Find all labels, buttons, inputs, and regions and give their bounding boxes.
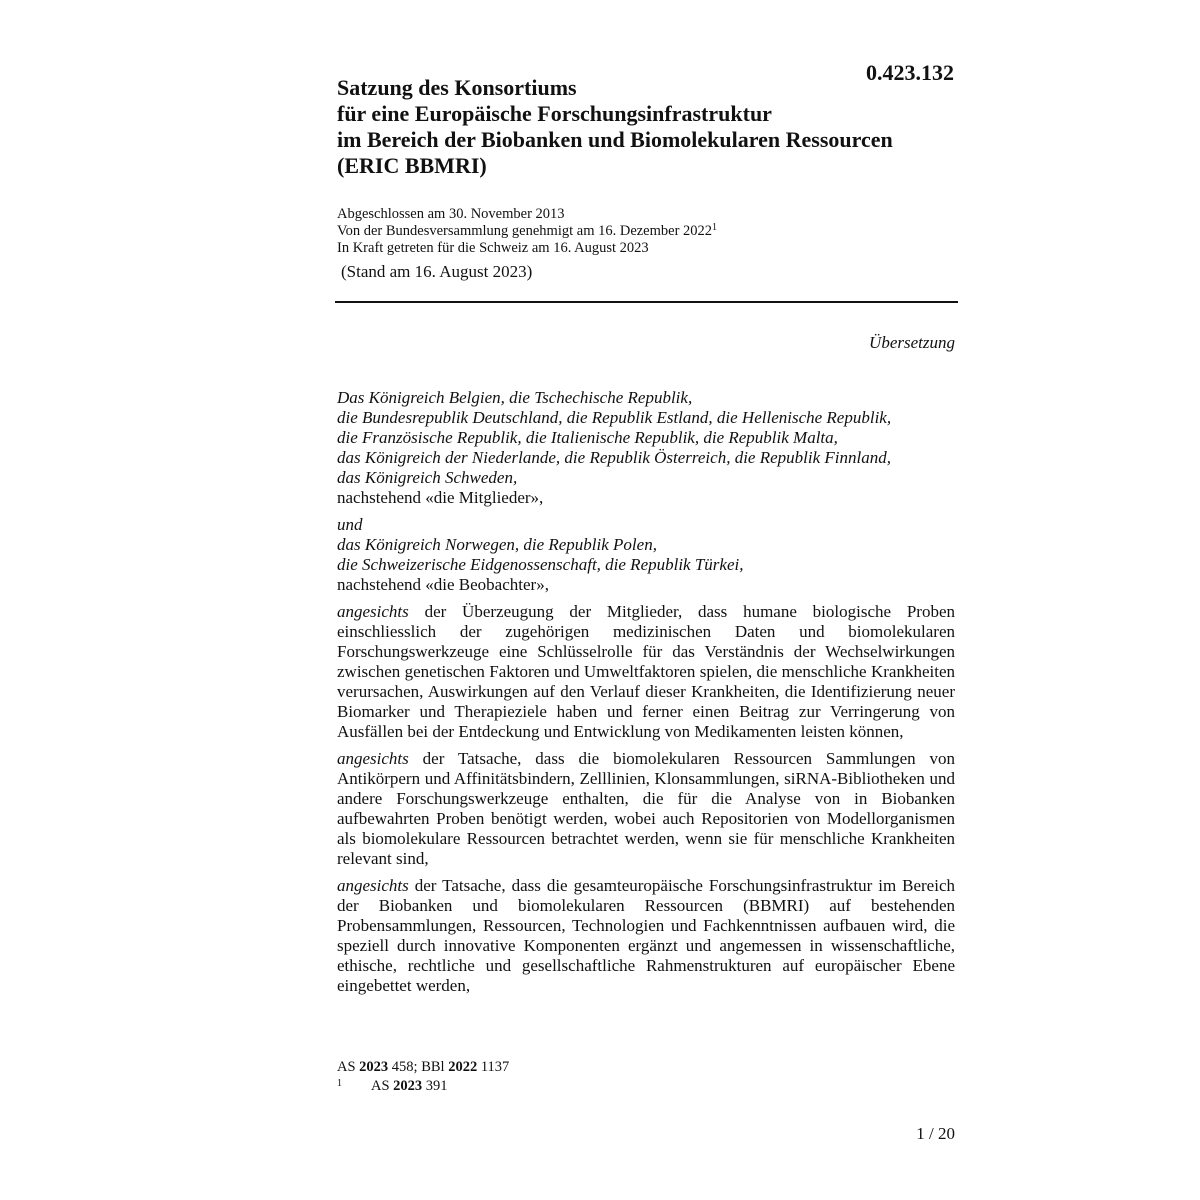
- source-reference: [337, 1058, 957, 1077]
- title-line: im Bereich der Biobanken und Biomolekularen Ressourcen: [337, 127, 893, 152]
- observer-line: das Königreich Norwegen, die Republik Polen,: [337, 535, 657, 554]
- recital-paragraph: [337, 602, 955, 742]
- bbl-page: 1137: [477, 1059, 510, 1075]
- approval-date: [337, 223, 957, 240]
- document-body: [337, 388, 955, 1003]
- members-block: [337, 388, 955, 508]
- observers-suffix: nachstehend «die Beobachter»,: [337, 575, 549, 594]
- recital-text: der Tatsache, dass die gesamteuropäische Forschungsinfrastruktur im Bereich der Biobanken und biomolekularen Ressourcen (BBMRI) auf bestehenden Probensammlungen, Ressourcen, Technologien und Fachkenntnissen aufbauen wird, die speziell durch innovative Komponenten ergänzt und angemessen in wissenschaftliche, ethische, rechtliche und gesellschaftliche Rahmenstrukturen auf europäischer Ebene eingebettet werden,: [337, 876, 955, 995]
- fn-as-prefix: AS: [371, 1078, 394, 1094]
- recital-lead: angesichts: [337, 602, 409, 621]
- fn-as-page: 391: [422, 1078, 448, 1094]
- as-year: 2023: [359, 1059, 389, 1075]
- fn-as-year: 2023: [393, 1078, 423, 1094]
- as-page: 458; BBl: [388, 1059, 449, 1075]
- footnote-ref-link[interactable]: 1: [712, 222, 718, 233]
- header-divider: [335, 301, 958, 303]
- observers-block: [337, 515, 955, 595]
- footnote-text: [371, 1077, 448, 1096]
- member-line: die Bundesrepublik Deutschland, die Republik Estland, die Hellenische Republik,: [337, 408, 892, 427]
- status-date: (Stand am 16. August 2023): [341, 262, 533, 281]
- recital-text: der Tatsache, dass die biomolekularen Ressourcen Sammlungen von Antikörpern und Affinitätsbindern, Zelllinien, Klonsammlungen, siRNA-Bibliotheken und andere Forschungswerkzeuge enthalten, die für die Analyse von in Biobanken aufbewahrten Proben benötigt werden, wobei auch Repositorien von Modellorganismen als biomolekulare Ressourcen betrachtet werden, wenn sie für menschliche Krankheiten relevant sind,: [337, 749, 955, 868]
- translation-label: Übersetzung: [869, 333, 955, 352]
- and-word: und: [337, 515, 363, 534]
- recital-paragraph: [337, 876, 955, 996]
- title-line: für eine Europäische Forschungsinfrastruktur: [337, 101, 772, 126]
- member-line: das Königreich der Niederlande, die Republik Österreich, die Republik Finnland,: [337, 448, 891, 467]
- member-line: die Französische Republik, die Italienische Republik, die Republik Malta,: [337, 428, 838, 447]
- sr-number: 0.423.132: [866, 60, 954, 85]
- document-metadata: [337, 206, 957, 257]
- recital-lead: angesichts: [337, 876, 409, 895]
- approval-text: Von der Bundesversammlung genehmigt am 16. Dezember 2022: [337, 223, 713, 239]
- members-suffix: nachstehend «die Mitglieder»,: [337, 488, 544, 507]
- concluded-date: Abgeschlossen am 30. November 2013: [337, 206, 565, 222]
- recital-paragraph: [337, 749, 955, 869]
- bbl-year: 2022: [448, 1059, 478, 1075]
- footnote-mark: 1: [337, 1078, 342, 1089]
- page-number: 1 / 20: [916, 1124, 955, 1143]
- title-line: Satzung des Konsortiums: [337, 75, 577, 100]
- footnotes: [337, 1058, 957, 1096]
- in-force-date: In Kraft getreten für die Schweiz am 16. August 2023: [337, 240, 649, 256]
- footnote-1: [337, 1077, 957, 1096]
- recital-text: der Überzeugung der Mitglieder, dass humane biologische Proben einschliesslich der zugehörigen medizinischen Daten und biomolekularen Forschungswerkzeuge eine Schlüsselrolle für das Verständnis der Wechselwirkungen zwischen genetischen Faktoren und Umweltfaktoren spielen, die menschliche Krankheiten verursachen, Auswirkungen auf den Verlauf dieser Krankheiten, die Identifizierung neuer Biomarker und Therapieziele haben und ferner einen Beitrag zur Verringerung von Ausfällen bei der Entdeckung und Entwicklung von Medikamenten leisten können,: [337, 602, 955, 741]
- member-line: das Königreich Schweden,: [337, 468, 518, 487]
- observer-line: die Schweizerische Eidgenossenschaft, die Republik Türkei,: [337, 555, 744, 574]
- recital-lead: angesichts: [337, 749, 409, 768]
- as-prefix: AS: [337, 1059, 360, 1075]
- document-title: [337, 75, 977, 179]
- title-line: (ERIC BBMRI): [337, 153, 487, 178]
- member-line: Das Königreich Belgien, die Tschechische Republik,: [337, 388, 693, 407]
